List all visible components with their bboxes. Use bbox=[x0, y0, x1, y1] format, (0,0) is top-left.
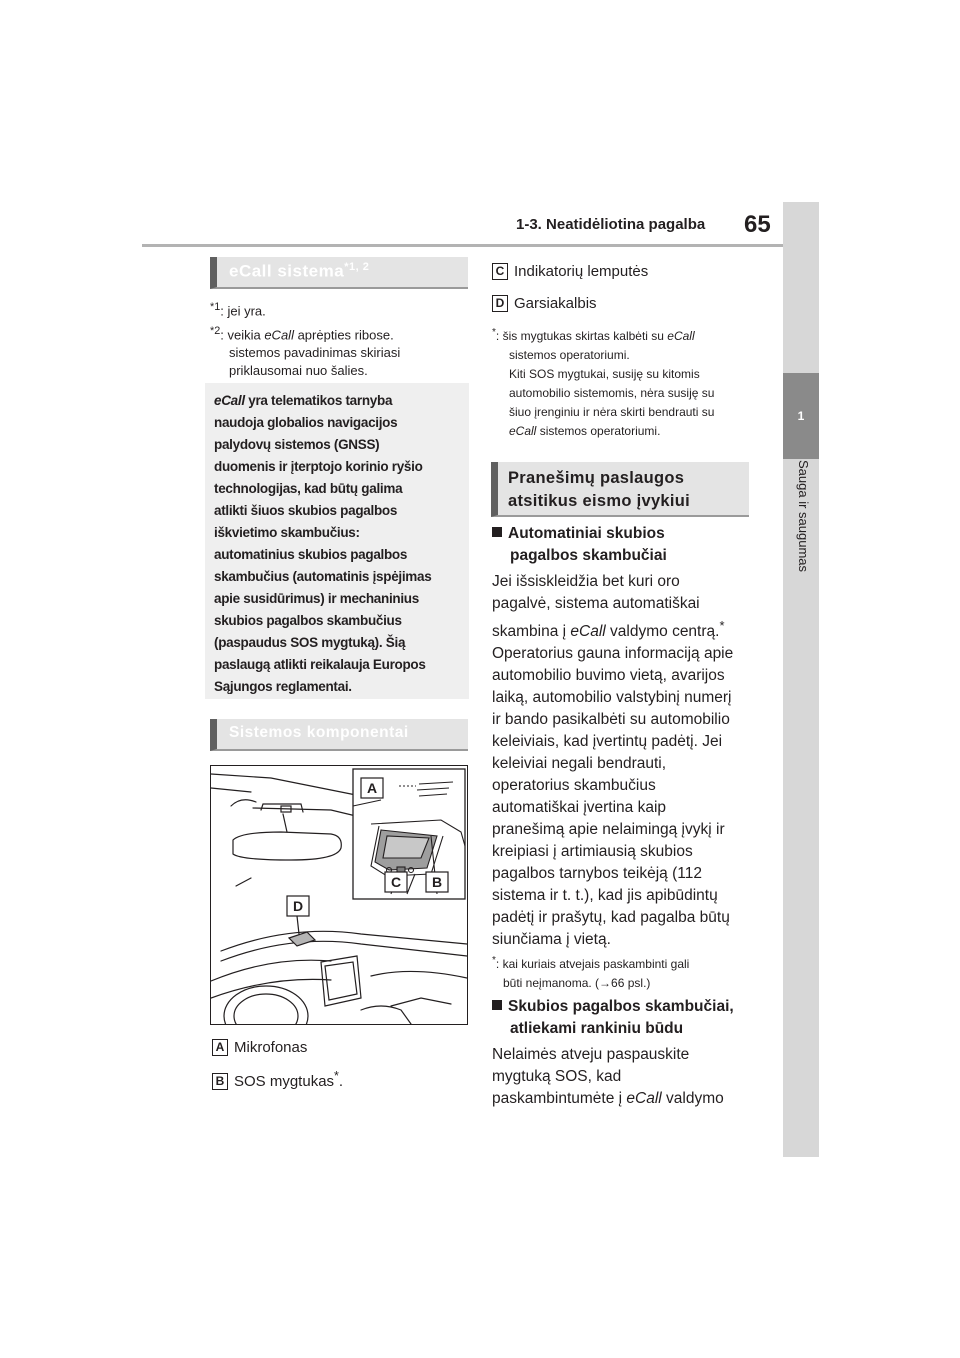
chapter-side-label bbox=[783, 460, 819, 610]
body-line: kreipiasi į artimiausią skubios bbox=[492, 843, 693, 861]
legend-item-c bbox=[492, 262, 648, 282]
info-line: iškvietimo skambučius: bbox=[214, 525, 360, 540]
note-text: sistemos operatoriumi. bbox=[536, 424, 661, 438]
note-line: šiuo įrenginiu ir nėra skirti bendrauti su bbox=[509, 405, 715, 419]
note-line bbox=[492, 422, 752, 441]
body-text: valdymo centrą. bbox=[605, 623, 720, 641]
arrow-right-icon: → bbox=[599, 976, 612, 990]
body-line bbox=[492, 615, 752, 643]
info-line: atlikti šiuos skubios pagalbos bbox=[214, 503, 398, 518]
note-line bbox=[492, 974, 752, 993]
footnote-2 bbox=[210, 322, 400, 380]
body-italic: eCall bbox=[570, 623, 606, 641]
subheading-text: atliekami rankiniu būdu bbox=[510, 1020, 684, 1037]
callout-a: A bbox=[366, 780, 378, 796]
automatic-calls-note bbox=[492, 951, 752, 993]
body-text: skambina į bbox=[492, 623, 571, 641]
body-line: keleiviais, kad įvertintų padėtį. Jei bbox=[492, 733, 723, 751]
note-italic: eCall bbox=[509, 424, 537, 438]
note-line: automobilio sistemomis, nėra susiję su bbox=[509, 386, 715, 400]
info-box bbox=[205, 383, 469, 699]
body-line: ir bando pasikalbėti su automobilio bbox=[492, 711, 730, 729]
info-text: yra telematikos tarnyba bbox=[244, 393, 393, 408]
note-mark: * bbox=[492, 955, 496, 966]
body-line: siunčiama į vietą. bbox=[492, 931, 611, 949]
body-line: pagalbos tarnybos teikėją (112 bbox=[492, 865, 702, 883]
subheading-text: pagalbos skambučiai bbox=[510, 547, 667, 564]
components-illustration bbox=[210, 765, 468, 1025]
section-heading-line: Pranešimų paslaugos bbox=[508, 469, 685, 487]
info-line bbox=[214, 390, 459, 412]
body-line: sistema ir t. t.), kad jis apibūdintų bbox=[492, 887, 718, 905]
legend-key: C bbox=[492, 263, 508, 280]
section-heading-line: atsitikus eismo įvykiui bbox=[508, 492, 691, 510]
body-sup: * bbox=[719, 618, 725, 633]
subheading-manual-calls bbox=[492, 996, 734, 1040]
info-italic: eCall bbox=[214, 393, 245, 408]
chapter-number-tab: 1 bbox=[783, 373, 819, 459]
body-text: paskambintumėte į bbox=[492, 1090, 627, 1107]
info-line: skambučius (automatinis įspėjimas bbox=[214, 569, 432, 584]
legend-sup: * bbox=[334, 1069, 339, 1083]
body-line: Jei išsiskleidžia bet kuri oro bbox=[492, 573, 680, 590]
body-line: Nelaimės atveju paspauskite bbox=[492, 1046, 690, 1063]
body-line: pranešimą apie nelaimingą įvykį ir bbox=[492, 821, 725, 839]
footnote-text: aprėpties ribose. bbox=[293, 327, 394, 343]
legend-item-a bbox=[212, 1038, 307, 1058]
callout-d: D bbox=[292, 898, 304, 914]
footnote-mark: *2 bbox=[210, 325, 221, 337]
car-interior-drawing bbox=[211, 766, 467, 1024]
square-bullet-icon bbox=[492, 1000, 502, 1010]
body-line: operatorius skambučius bbox=[492, 777, 656, 795]
info-line: skubios pagalbos skambučius bbox=[214, 613, 402, 628]
info-line: automatinius skubios pagalbos bbox=[214, 547, 408, 562]
footnote-italic: eCall bbox=[264, 327, 294, 343]
legend-item-b bbox=[212, 1066, 343, 1092]
page-reference-link: 66 psl.) bbox=[611, 976, 651, 990]
chapter-side-bar bbox=[783, 202, 819, 1157]
page-number: 65 bbox=[744, 211, 771, 238]
legend-key: A bbox=[212, 1039, 228, 1056]
automatic-calls-body bbox=[492, 571, 752, 951]
body-line: automatiškai įvertina kaip bbox=[492, 799, 667, 817]
info-line: technologijas, kad būtų galima bbox=[214, 481, 403, 496]
footnote-line: priklausomai nuo šalies. bbox=[229, 363, 368, 379]
manual-calls-body bbox=[492, 1044, 752, 1110]
footnote-mark: *1 bbox=[210, 301, 221, 313]
body-line: padėtį ir prašytų, kad pagalba būtų bbox=[492, 909, 730, 927]
legend-text: Indikatorių lemputės bbox=[514, 263, 649, 280]
legend-text: SOS mygtukas bbox=[234, 1073, 335, 1090]
body-line bbox=[492, 1088, 752, 1110]
body-line: laiką, automobilio valstybinį numerį bbox=[492, 689, 732, 707]
note-italic: eCall bbox=[667, 329, 695, 343]
note-text: : šis mygtukas skirtas kalbėti su bbox=[495, 329, 668, 343]
info-line: paslaugą atlikti reikalauja Europos bbox=[214, 657, 426, 672]
note-text: : kai kuriais atvejais paskambinti gali bbox=[495, 957, 690, 971]
info-line: (paspaudus SOS mygtuką). Šią bbox=[214, 635, 406, 650]
body-italic: eCall bbox=[626, 1090, 662, 1107]
footnote-text: : jei yra. bbox=[220, 303, 266, 319]
legend-text: Mikrofonas bbox=[234, 1039, 308, 1056]
legend-key: D bbox=[492, 295, 508, 312]
header-rule bbox=[142, 244, 783, 247]
footnote-line: sistemos pavadinimas skiriasi bbox=[229, 345, 401, 361]
legend-tail: . bbox=[338, 1073, 344, 1090]
subheading-text: Automatiniai skubios bbox=[508, 525, 665, 542]
callout-c: C bbox=[390, 874, 402, 890]
note-mark: * bbox=[492, 327, 496, 338]
info-line: apie susidūrimus) ir mechaninius bbox=[214, 591, 419, 606]
body-line: automobilio buvimo vietą, avarijos bbox=[492, 667, 725, 685]
callout-b: B bbox=[431, 874, 443, 890]
subheading-automatic-calls bbox=[492, 523, 667, 567]
chapter-label-text: Sauga ir saugumas bbox=[796, 460, 811, 573]
section-heading-sup: *1, 2 bbox=[344, 261, 370, 273]
section-heading-components: Sistemos komponentai bbox=[210, 719, 468, 751]
body-line: pagalvė, sistema automatiškai bbox=[492, 595, 700, 612]
note-text: būti neįmanoma. ( bbox=[503, 976, 600, 990]
square-bullet-icon bbox=[492, 527, 502, 537]
note-line: sistemos operatoriumi. bbox=[509, 348, 630, 362]
section-heading-notification bbox=[491, 462, 749, 517]
info-line: Sąjungos reglamentai. bbox=[214, 679, 352, 694]
body-line: keleiviai negali bendrauti, bbox=[492, 755, 667, 773]
info-line: duomenis ir įterptojo korinio ryšio bbox=[214, 459, 423, 474]
body-line: Operatorius gauna informaciją apie bbox=[492, 645, 734, 663]
legend-text: Garsiakalbis bbox=[514, 295, 597, 312]
subheading-text: Skubios pagalbos skambučiai, bbox=[508, 998, 734, 1015]
legend-item-d bbox=[492, 294, 597, 314]
body-line: mygtuką SOS, kad bbox=[492, 1068, 622, 1085]
note-line: Kiti SOS mygtukai, susiję su kitomis bbox=[509, 367, 700, 381]
running-header-title: 1-3. Neatidėliotina pagalba bbox=[516, 216, 706, 233]
section-heading-ecall bbox=[210, 257, 468, 289]
sos-button-note bbox=[492, 323, 752, 441]
legend-key: B bbox=[212, 1073, 228, 1090]
body-text: valdymo bbox=[661, 1090, 724, 1107]
footnote-text: : veikia bbox=[220, 327, 265, 343]
info-line: palydovų sistemos (GNSS) bbox=[214, 437, 380, 452]
info-line: naudoja globalios navigacijos bbox=[214, 415, 398, 430]
footnote-1 bbox=[210, 298, 266, 320]
section-heading-text: eCall sistema bbox=[229, 261, 345, 281]
